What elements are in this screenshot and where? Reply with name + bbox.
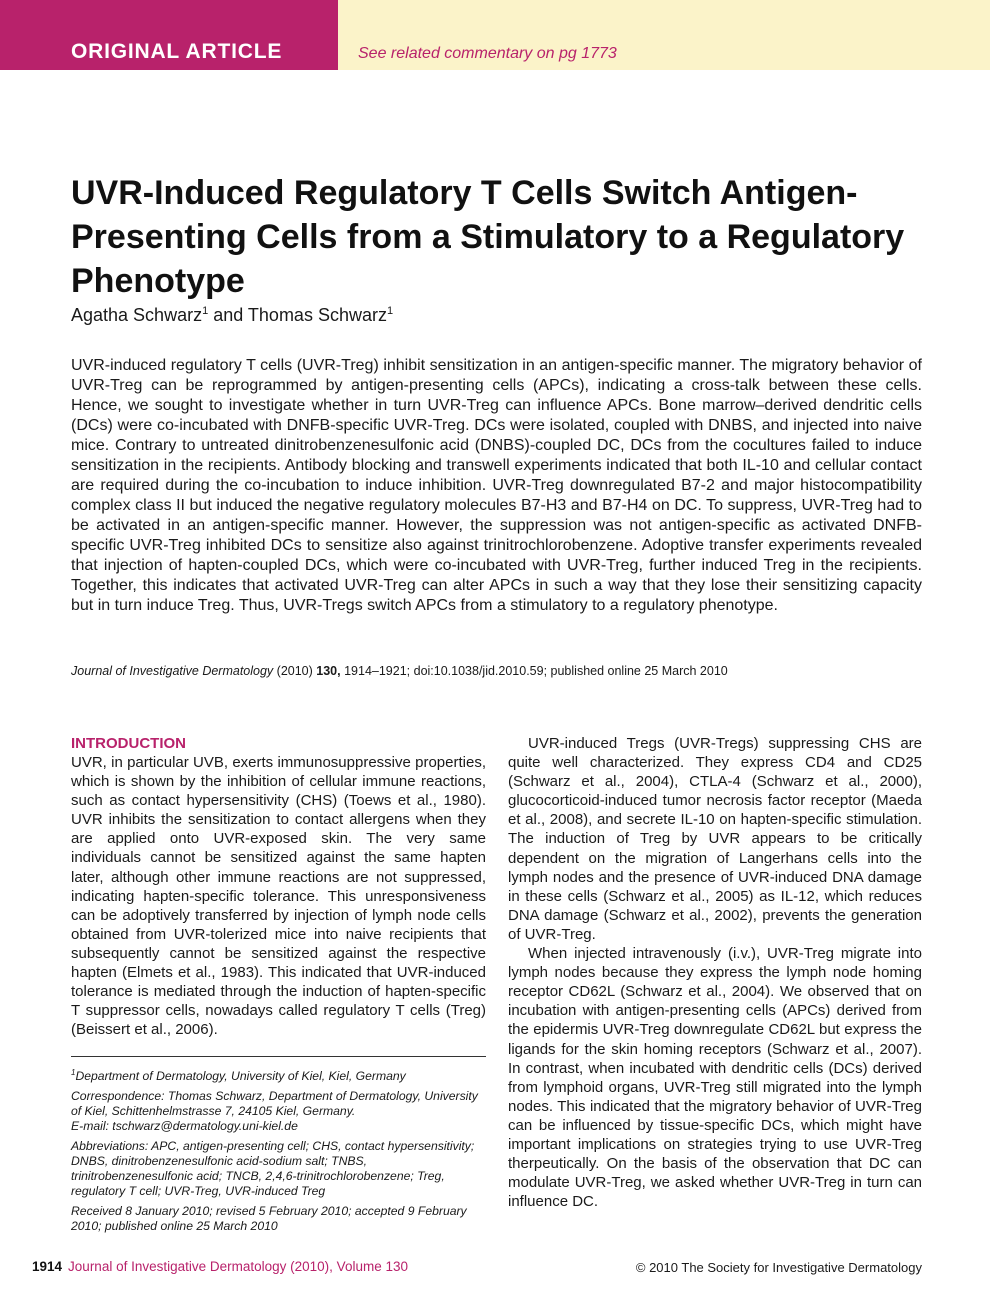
citation-volume: 130, xyxy=(316,664,341,678)
footer-journal-info xyxy=(32,1259,408,1274)
header-banner xyxy=(0,0,990,70)
section-heading-introduction: INTRODUCTION xyxy=(71,735,186,752)
author-name[interactable]: Agatha Schwarz xyxy=(71,305,203,325)
footnotes xyxy=(71,1056,486,1239)
citation-line xyxy=(71,664,931,678)
affiliation-marker: 1 xyxy=(386,305,394,317)
abstract: UVR-induced regulatory T cells (UVR-Treg) inhibit sensitization in an antigen-specific manner. The migratory behavior of UVR-Treg can be reprogrammed by antigen-presenting cells (APCs), indicating a cross-talk between these cells. Hence, we sought to investigate whether in turn UVR-Treg can influence APCs. Bone marrow–derived dendritic cells (DCs) were co-incubated with DNFB-specific UVR-Treg. DCs were isolated, coupled with DNBS, and injected into naive mice. Contrary to untreated dinitrobenzenesulfonic acid (DNBS)-coupled DC, DCs from the cocultures failed to induce sensitization in the recipients. Antibody blocking and transwell experiments indicated that both IL-10 and cellular contact are required during the co-incubation to induce inhibition. UVR-Treg downregulated B7-2 and major histocompatibility complex class II but induced the negative regulatory molecules B7-H3 and B7-H4 on DC. To suppress, UVR-Treg had to be activated in an antigen-specific manner. However, the suppression was not antigen-specific as activated DNFB-specific UVR-Treg inhibited DCs to sensitize also against trinitrochlorobenzene. Adoptive transfer experiments revealed that injection of hapten-coupled DCs, which were co-incubated with UVR-Treg, further induced Treg in the recipients. Together, this indicates that activated UVR-Treg can alter APCs in such a way that they lose their sensitizing capacity but in turn induce Treg. Thus, UVR-Tregs switch APCs from a stimulatory to a regulatory phenotype. xyxy=(71,357,922,614)
citation-details[interactable]: 1914–1921; doi:10.1038/jid.2010.59; published online 25 March 2010 xyxy=(340,664,728,678)
affiliation-marker: 1 xyxy=(71,1068,76,1077)
email-footnote xyxy=(71,1119,486,1134)
correspondence-text: Correspondence: Thomas Schwarz, Department of Dermatology, University of Kiel, Schittenhelmstrasse 7, 24105 Kiel, Germany. xyxy=(71,1089,478,1119)
citation-journal: Journal of Investigative Dermatology xyxy=(71,664,274,678)
affiliation-footnote xyxy=(71,1065,486,1084)
footer-journal[interactable]: Journal of Investigative Dermatology (2010), Volume 130 xyxy=(68,1259,408,1274)
page-number: 1914 xyxy=(32,1259,63,1274)
correspondence-footnote xyxy=(71,1089,486,1119)
body-paragraph: UVR-induced Tregs (UVR-Tregs) suppressing CHS are quite well characterized. They express CD4 and CD25 (Schwarz et al., 2004), CTLA-4 (Schwarz et al., 2000), glucocorticoid-induced tumor necrosis factor receptor (Maeda et al., 2008), and secrete IL-10 on hapten-specific stimulation. The induction of Treg by UVR appears to be critically dependent on the migration of Langerhans cells into the lymph nodes and the presence of UVR-induced DNA damage in these cells (Schwarz et al., 2005) as IL-12, which reduces DNA damage (Schwarz et al., 2002), prevents the generation of UVR-Treg. xyxy=(508,735,922,943)
affiliation-marker: 1 xyxy=(202,305,209,317)
left-column xyxy=(71,734,486,1039)
author-conjunction: and xyxy=(208,305,248,325)
banner-magenta-block xyxy=(0,0,338,70)
received-footnote: Received 8 January 2010; revised 5 February 2010; accepted 9 February 2010; published online 25 March 2010 xyxy=(71,1204,467,1234)
abbreviations-footnote: Abbreviations: APC, antigen-presenting cell; CHS, contact hypersensitivity; DNBS, dinitrobenzenesulfonic acid-sodium salt; TNBS, trinitrobenzenesulfonic acid; TNCB, 2,4,6-trinitrochlorobenzene; Treg, regulatory T cell; UVR-Treg, UVR-induced Treg xyxy=(71,1139,475,1199)
article-type-label: ORIGINAL ARTICLE xyxy=(71,40,283,63)
body-paragraph: When injected intravenously (i.v.), UVR-Treg migrate into lymph nodes because they express the lymph node homing receptor CD62L (Schwarz et al., 2004). We observed that on incubation with antigen-presenting cells (APCs) derived from the epidermis UVR-Treg downregulate CD62L but express the ligands for the skin homing receptors (Schwarz et al., 2007). In contrast, when incubated with dendritic cells (DCs) derived from lymphoid organs, UVR-Treg still migrated into the lymph nodes. This indicated that the migratory behavior of UVR-Treg can be influenced by tissue-specific DCs, which might have important implications on strategies trying to use UVR-Treg therpeutically. On the basis of the observation that DC can modulate UVR-Treg, we asked whether UVR-Treg in turn can influence DC. xyxy=(508,945,922,1211)
body-paragraph: UVR, in particular UVB, exerts immunosuppressive properties, which is shown by the inhibition of cellular immune reactions, such as contact hypersensitivity (CHS) (Toews et al., 1980). UVR inhibits the sensitization to contact allergens when they are applied onto UVR-exposed skin. The very same individuals cannot be sensitized against the same hapten later, although other immune reactions are not suppressed, indicating hapten-specific tolerance. This unresponsiveness can be adoptively transferred by injection of lymph node cells obtained from UVR-tolerized mice into naive recipients that subsequently cannot be sensitized against the respective hapten (Elmets et al., 1983). This indicated that UVR-induced tolerance is mediated through the induction of hapten-specific T suppressor cells, nowadays called regulatory T cells (Treg) (Beissert et al., 2006). xyxy=(71,754,486,1039)
author-name[interactable]: Thomas Schwarz xyxy=(247,305,387,325)
article-title: UVR-Induced Regulatory T Cells Switch Antigen-Presenting Cells from a Stimulatory to a Regulatory Phenotype xyxy=(71,174,905,300)
footer-copyright: © 2010 The Society for Investigative Dermatology xyxy=(635,1260,922,1275)
email-link[interactable]: E-mail: tschwarz@dermatology.uni-kiel.de xyxy=(71,1119,298,1134)
related-commentary-link[interactable]: See related commentary on pg 1773 xyxy=(358,45,617,62)
author-list xyxy=(71,305,393,326)
affiliation-text: Department of Dermatology, University of Kiel, Kiel, Germany xyxy=(75,1069,406,1084)
citation-year: (2010) xyxy=(273,664,317,678)
right-column xyxy=(508,734,922,1211)
